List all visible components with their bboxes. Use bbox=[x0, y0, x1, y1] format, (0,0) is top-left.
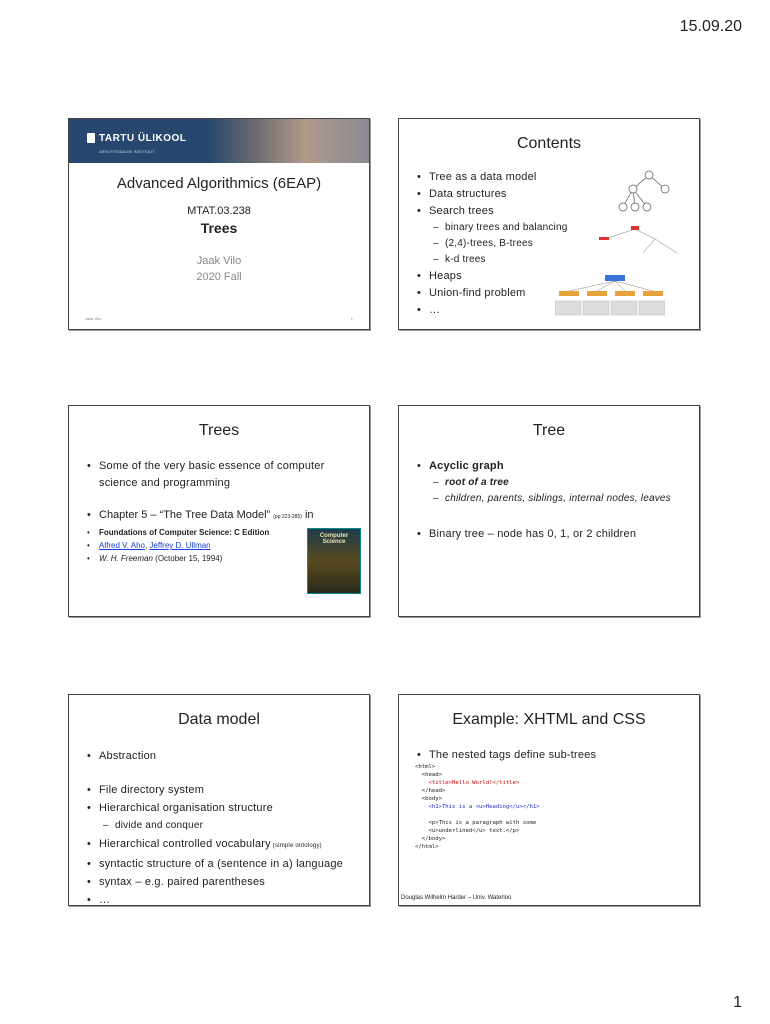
slide-credit: Douglas Wilhelm Harder – Univ. Waterloo bbox=[401, 895, 512, 901]
slide-heading: Tree bbox=[532, 422, 566, 439]
slide-heading: Contents bbox=[516, 135, 582, 152]
bullet-text: File directory system bbox=[99, 784, 205, 796]
university-banner bbox=[69, 119, 369, 163]
trees-bullets bbox=[85, 458, 355, 492]
sub-bullet-item bbox=[415, 236, 605, 252]
course-code: MTAT.03.238 bbox=[187, 205, 251, 217]
bullet-text: … bbox=[99, 894, 111, 906]
code-line: <h1>This is a <u>Heading</u></h1> bbox=[415, 804, 540, 810]
slide-heading: Example: XHTML and CSS bbox=[452, 711, 646, 728]
book-title: Foundations of Computer Science: C Edition bbox=[99, 528, 270, 537]
bullet-item: • Some of the very basic essence of computer science and programming bbox=[85, 458, 355, 492]
code-line: <head> bbox=[415, 772, 442, 778]
btree-illustration bbox=[555, 271, 665, 321]
code-line: <body> bbox=[415, 796, 442, 802]
bullet-item: • Binary tree – node has 0, 1, or 2 children bbox=[415, 526, 695, 543]
sub-bullet-item bbox=[415, 252, 605, 268]
book-cover-title: Computer Science bbox=[319, 533, 349, 545]
tree-diagram-illustration bbox=[589, 167, 689, 219]
book-info: • Foundations of Computer Science: C Edition • Alfred V. Aho, Jeffrey D. Ullman • W. H. Freeman (October 15, 1994) bbox=[87, 528, 270, 563]
slide-footer-author: Jaak Vilo bbox=[85, 316, 102, 321]
tree-terms: children, parents, siblings, internal nodes, leaves bbox=[445, 493, 671, 504]
bullet-item bbox=[415, 458, 695, 475]
page-number: 1 bbox=[733, 994, 742, 1011]
page-date: 15.09.20 bbox=[679, 18, 742, 35]
chapter-pages: (pp 223-285) bbox=[273, 514, 302, 520]
bullet-item bbox=[415, 169, 605, 186]
bullet-text: Hierarchical organisation structure bbox=[99, 802, 273, 814]
slide-heading: Data model bbox=[178, 711, 260, 728]
chapter-reference: • Chapter 5 – “The Tree Data Model” (pp 223-285) in bbox=[87, 509, 314, 521]
code-line: <p>This is a paragraph with some bbox=[415, 820, 537, 826]
search-tree-illustration bbox=[585, 223, 685, 263]
sub-bullet-item bbox=[415, 220, 605, 236]
bullet-item bbox=[85, 873, 370, 891]
lecture-topic: Trees bbox=[200, 220, 238, 236]
book-cover bbox=[307, 528, 361, 594]
bullet-text: binary trees and balancing bbox=[445, 222, 568, 233]
code-line: </body> bbox=[415, 836, 446, 842]
bullet-item bbox=[85, 799, 370, 817]
bullet-text: Abstraction bbox=[99, 750, 157, 762]
bullet-item: • The nested tags define sub-trees bbox=[415, 747, 695, 764]
slide-xhtml-example bbox=[398, 694, 700, 906]
bullet-item bbox=[85, 891, 370, 906]
university-crest-icon bbox=[87, 133, 95, 143]
tree-bullets bbox=[415, 458, 695, 507]
bullet-text: syntactic structure of a (sentence in a) language bbox=[99, 858, 343, 870]
institute-name: ARVUTITEADUSE INSTITUUT bbox=[99, 149, 155, 154]
university-logo: TARTU ÜLIKOOL bbox=[99, 133, 187, 144]
slide-footer-number: 1 bbox=[350, 316, 353, 321]
slide-data-model bbox=[68, 694, 370, 906]
code-line: <html> bbox=[415, 764, 436, 770]
bullet-note: (simple ontology) bbox=[270, 843, 322, 849]
code-line: </head> bbox=[415, 788, 446, 794]
sub-bullet-item bbox=[85, 817, 370, 835]
bullet-text: … bbox=[429, 304, 441, 316]
bullet-text: syntax – e.g. paired parentheses bbox=[99, 876, 266, 888]
data-model-list bbox=[85, 747, 370, 906]
publisher-name: W. H. Freeman bbox=[99, 554, 153, 563]
slide-heading: Trees bbox=[198, 422, 240, 439]
bullet-item bbox=[85, 835, 370, 855]
slide-title bbox=[68, 118, 370, 330]
bullet-text: Tree as a data model bbox=[429, 171, 537, 183]
bullet-text: divide and conquer bbox=[115, 820, 204, 831]
slide-tree bbox=[398, 405, 700, 617]
code-line: <u>underlined</u> text.</p> bbox=[415, 828, 520, 834]
author-link-aho[interactable]: Alfred V. Aho bbox=[99, 541, 145, 550]
binary-tree-bullet bbox=[415, 526, 695, 543]
chapter-in: in bbox=[304, 509, 314, 521]
term-label: 2020 Fall bbox=[196, 271, 242, 283]
banner-photo bbox=[209, 119, 369, 163]
bullet-item bbox=[415, 186, 605, 203]
author-link-ullman[interactable]: Jeffrey D. Ullman bbox=[149, 541, 211, 550]
bullet-text: Hierarchical controlled vocabulary bbox=[99, 838, 271, 850]
acyclic-graph-label: Acyclic graph bbox=[429, 460, 504, 472]
author-name: Jaak Vilo bbox=[196, 255, 242, 267]
bullet-text: Heaps bbox=[429, 270, 462, 282]
xhtml-bullets bbox=[415, 747, 695, 764]
bullet-item bbox=[415, 203, 605, 220]
publication-date: (October 15, 1994) bbox=[155, 554, 223, 563]
code-line bbox=[415, 811, 540, 819]
course-title: Advanced Algorithmics (6EAP) bbox=[116, 175, 322, 192]
bullet-text: Search trees bbox=[429, 205, 494, 217]
code-sample bbox=[415, 763, 540, 851]
sub-bullet-item bbox=[415, 491, 695, 507]
bullet-item bbox=[85, 781, 370, 799]
bullet-text: Union-find problem bbox=[429, 287, 526, 299]
bullet-item bbox=[85, 747, 370, 765]
code-line: <title>Hello World!</title> bbox=[415, 780, 520, 786]
code-line: </html> bbox=[415, 844, 439, 850]
bullet-text: (2,4)-trees, B-trees bbox=[445, 238, 533, 249]
bullet-item bbox=[85, 855, 370, 873]
root-label: root of a tree bbox=[445, 477, 509, 488]
chapter-title: Chapter 5 – “The Tree Data Model” bbox=[99, 509, 271, 521]
bullet-text: Data structures bbox=[429, 188, 507, 200]
slide-trees bbox=[68, 405, 370, 617]
slide-contents bbox=[398, 118, 700, 330]
sub-bullet-item bbox=[415, 475, 695, 491]
bullet-text: k-d trees bbox=[445, 254, 486, 265]
